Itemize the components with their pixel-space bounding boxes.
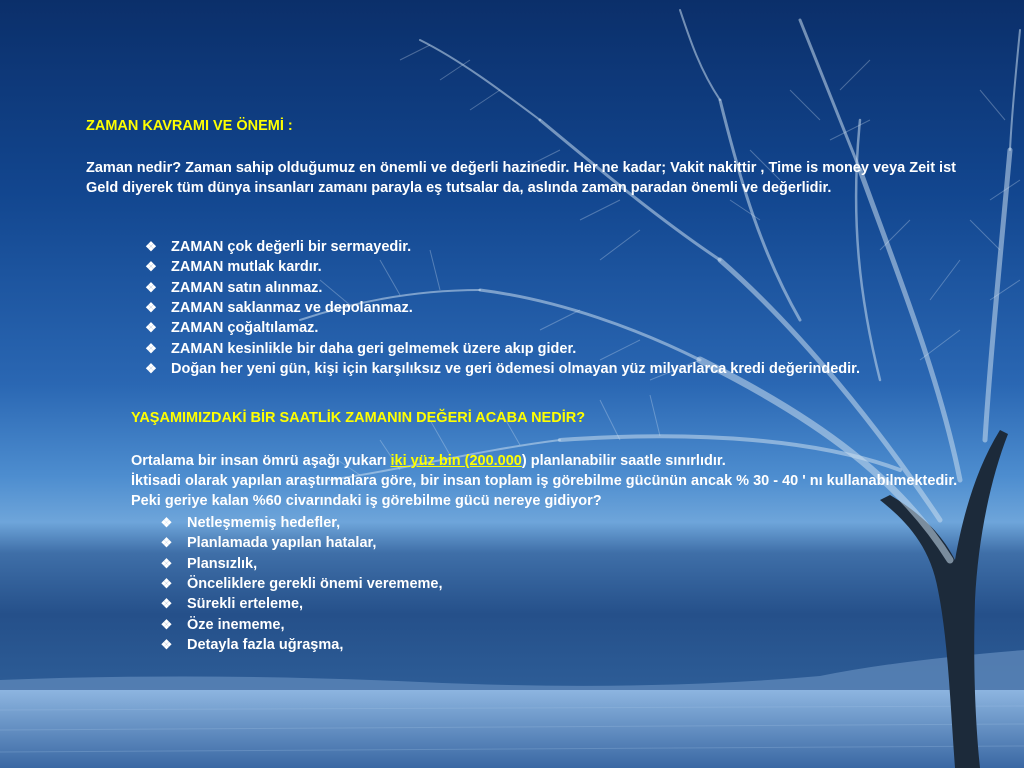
- bullet-text: ZAMAN kesinlikle bir daha geri gelmemek üzere akıp gider.: [171, 340, 577, 357]
- diamond-bullet-icon: ❖: [160, 596, 173, 612]
- diamond-bullet-icon: ❖: [160, 616, 173, 632]
- bullet-item: [131, 298, 860, 318]
- bullet-text: Öze inememe,: [187, 616, 285, 633]
- bullet-item: [146, 614, 443, 634]
- section2-intro-before: Ortalama bir insan ömrü aşağı yukarı: [131, 453, 391, 469]
- bullet-item: [131, 237, 860, 257]
- bullet-text: ZAMAN çok değerli bir sermayedir.: [171, 239, 412, 256]
- bullet-item: [146, 533, 443, 553]
- section2-intro-line: [131, 451, 981, 471]
- diamond-bullet-icon: ❖: [145, 279, 157, 295]
- bullet-text: Netleşmemiş hedefler,: [187, 515, 341, 532]
- diamond-bullet-icon: ❖: [145, 360, 157, 376]
- section2-highlight-link[interactable]: iki yüz bin (200.000: [390, 453, 522, 469]
- section2-paragraph: İktisadi olarak yapılan araştırmalara göre, bir insan toplam iş görebilme gücünün ancak % 30 - 40 ' nı kullanabilmektedir. Peki geriye kalan %60 civarındaki iş görebilme gücü nereye gidiyor?: [131, 473, 958, 509]
- bullet-item: [131, 257, 860, 277]
- bullet-text: ZAMAN saklanmaz ve depolanmaz.: [171, 300, 413, 317]
- bullet-item: [146, 554, 443, 574]
- diamond-bullet-icon: ❖: [145, 340, 157, 356]
- bullet-text: Detayla fazla uğraşma,: [187, 636, 344, 653]
- section2-intro-after: ) planlanabilir saatle sınırlıdır.: [521, 453, 726, 469]
- diamond-bullet-icon: ❖: [145, 239, 157, 255]
- bullet-item: [131, 338, 860, 358]
- diamond-bullet-icon: ❖: [160, 515, 173, 531]
- diamond-bullet-icon: ❖: [145, 300, 157, 316]
- diamond-bullet-icon: ❖: [160, 555, 173, 571]
- bullet-text: ZAMAN satın alınmaz.: [171, 279, 323, 296]
- bullet-text: ZAMAN mutlak kardır.: [171, 259, 322, 276]
- section1-bullet-list: [131, 237, 860, 379]
- section1-heading: ZAMAN KAVRAMI VE ÖNEMİ :: [86, 118, 293, 134]
- bullet-item: [131, 359, 860, 379]
- section2-bullet-list: [146, 513, 443, 655]
- bullet-item: [131, 318, 860, 338]
- bullet-item: [146, 594, 443, 614]
- bullet-item: [146, 635, 443, 655]
- bullet-text: Doğan her yeni gün, kişi için karşılıksız ve geri ödemesi olmayan yüz milyarlarca kredi değerindedir.: [171, 360, 861, 377]
- bullet-text: Planlamada yapılan hatalar,: [187, 535, 377, 552]
- bullet-text: Plansızlık,: [187, 555, 258, 572]
- diamond-bullet-icon: ❖: [160, 535, 173, 551]
- bullet-item: [131, 278, 860, 298]
- bullet-text: ZAMAN çoğaltılamaz.: [171, 320, 319, 337]
- section1-intro: Zaman nedir? Zaman sahip olduğumuz en önemli ve değerli hazinedir. Her ne kadar; Vakit nakittir , Time is money veya Zeit ist Geld diyerek tüm dünya insanları zamanı parayla eş tutsalar da, aslında zaman paradan önemli ve değerlidir.: [86, 160, 956, 196]
- diamond-bullet-icon: ❖: [145, 259, 157, 275]
- diamond-bullet-icon: ❖: [160, 576, 173, 592]
- bullet-item: [146, 574, 443, 594]
- bullet-text: Sürekli erteleme,: [187, 596, 304, 613]
- bullet-text: Önceliklere gerekli önemi verememe,: [187, 576, 443, 593]
- diamond-bullet-icon: ❖: [145, 320, 157, 336]
- bullet-item: [146, 513, 443, 533]
- section2-heading: YAŞAMIMIZDAKİ BİR SAATLİK ZAMANIN DEĞERİ ACABA NEDİR?: [131, 410, 586, 426]
- diamond-bullet-icon: ❖: [160, 636, 173, 652]
